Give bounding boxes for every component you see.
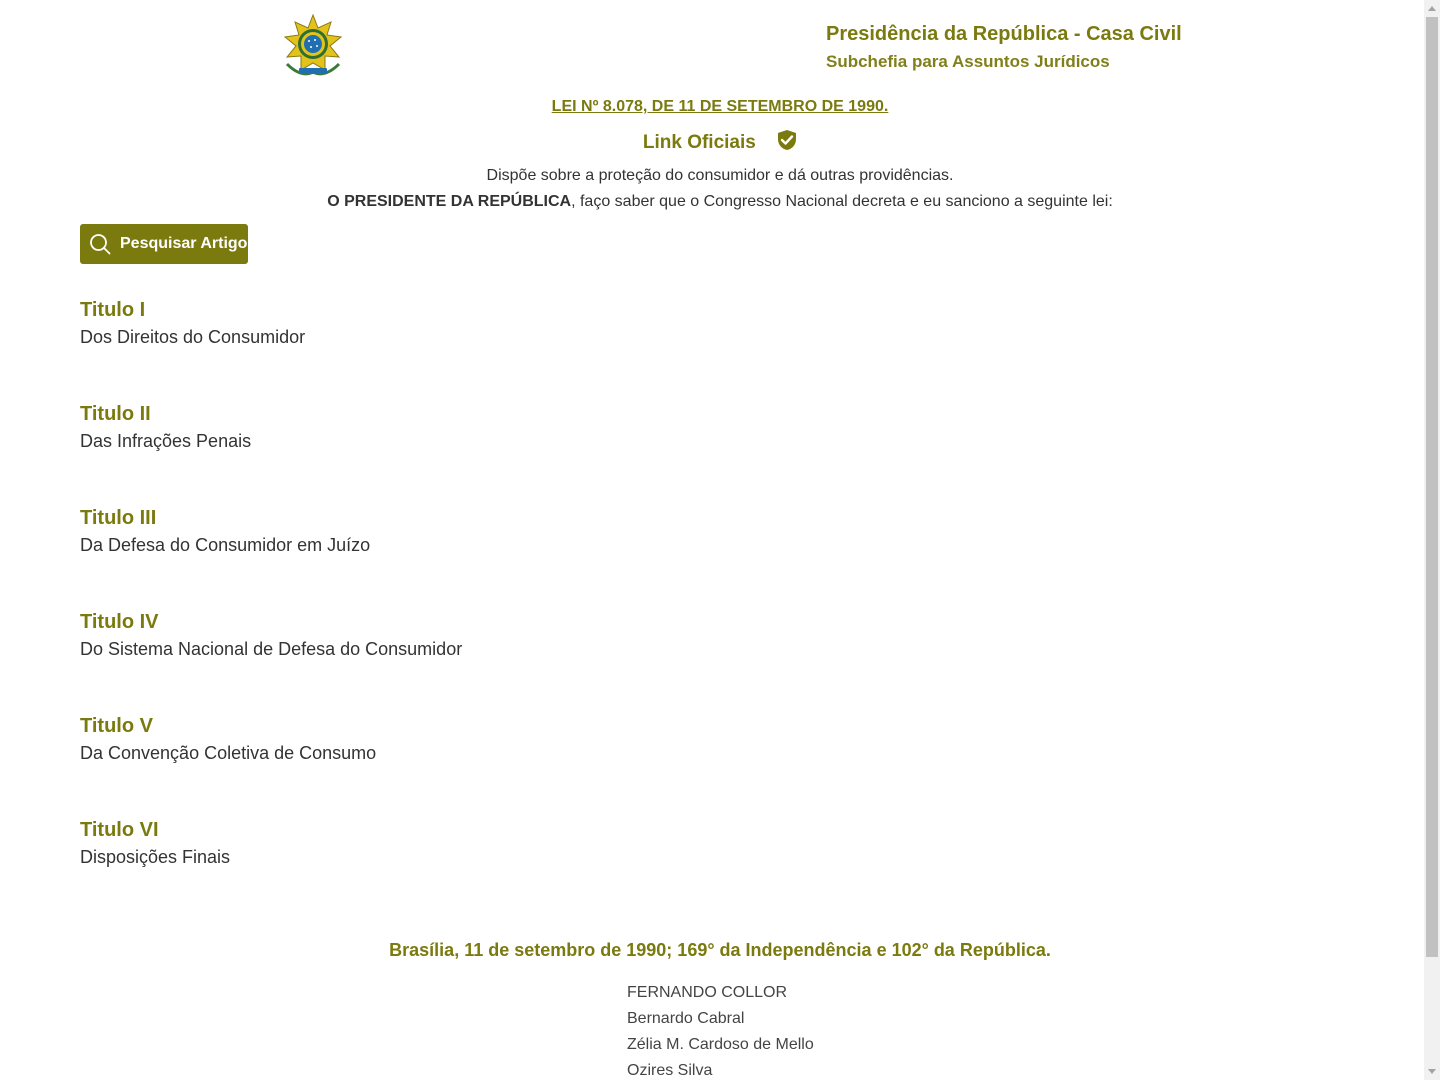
signature: Zélia M. Cardoso de Mello <box>627 1036 814 1053</box>
titulo-desc[interactable]: Dos Direitos do Consumidor <box>80 327 306 347</box>
header <box>826 22 1182 74</box>
titulo-label[interactable]: Titulo VI <box>80 819 159 841</box>
titulo-item[interactable] <box>80 609 462 661</box>
header-subtitle: Subchefia para Assuntos Jurídicos <box>826 52 1110 71</box>
titulo-item[interactable] <box>80 297 305 349</box>
preamble-text: , faço saber que o Congresso Nacional decreta e eu sanciono a seguinte lei: <box>571 193 1113 210</box>
titulo-item[interactable] <box>80 401 251 453</box>
preamble-bold: O PRESIDENTE DA REPÚBLICA <box>327 193 572 210</box>
titulo-item[interactable] <box>80 505 370 557</box>
closing-date: Brasília, 11 de setembro de 1990; 169° da Independência e 102° da República. <box>389 940 1051 960</box>
signature: Bernardo Cabral <box>627 1010 745 1027</box>
titulo-desc[interactable]: Do Sistema Nacional de Defesa do Consumidor <box>80 639 463 659</box>
brazil-coat-of-arms-icon <box>281 14 345 80</box>
search-article-button[interactable] <box>80 224 248 264</box>
ementa: Dispõe sobre a proteção do consumidor e dá outras providências. <box>486 167 954 184</box>
scrollbar-thumb[interactable] <box>1426 17 1438 957</box>
titulo-label[interactable]: Titulo III <box>80 507 157 529</box>
search-icon <box>89 233 111 255</box>
link-oficiais-label[interactable]: Link Oficiais <box>642 132 756 153</box>
signature: Ozires Silva <box>627 1062 713 1079</box>
titulo-label[interactable]: Titulo IV <box>80 611 159 633</box>
signatures <box>627 980 814 1084</box>
titulo-desc[interactable]: Das Infrações Penais <box>80 431 252 451</box>
scroll-down-arrow-icon[interactable] <box>1428 1069 1436 1074</box>
titulo-desc[interactable]: Da Convenção Coletiva de Consumo <box>80 743 377 763</box>
titulo-desc[interactable]: Disposições Finais <box>80 847 231 867</box>
titulo-label[interactable]: Titulo V <box>80 715 153 737</box>
scroll-up-arrow-icon[interactable] <box>1428 6 1436 11</box>
titulo-label[interactable]: Titulo I <box>80 299 146 321</box>
titulo-item[interactable] <box>80 817 230 869</box>
preamble <box>0 192 1440 212</box>
law-title[interactable]: LEI Nº 8.078, DE 11 DE SETEMBRO DE 1990. <box>551 98 889 115</box>
signature: FERNANDO COLLOR <box>627 984 788 1001</box>
shield-check-icon[interactable] <box>777 129 797 151</box>
titulo-desc[interactable]: Da Defesa do Consumidor em Juízo <box>80 535 371 555</box>
link-oficiais[interactable] <box>0 129 1440 156</box>
titulo-item[interactable] <box>80 713 376 765</box>
search-article-label[interactable]: Pesquisar Artigo <box>120 235 248 252</box>
header-title: Presidência da República - Casa Civil <box>826 23 1182 45</box>
titulo-label[interactable]: Titulo II <box>80 403 151 425</box>
vertical-scrollbar[interactable] <box>1424 0 1440 1080</box>
